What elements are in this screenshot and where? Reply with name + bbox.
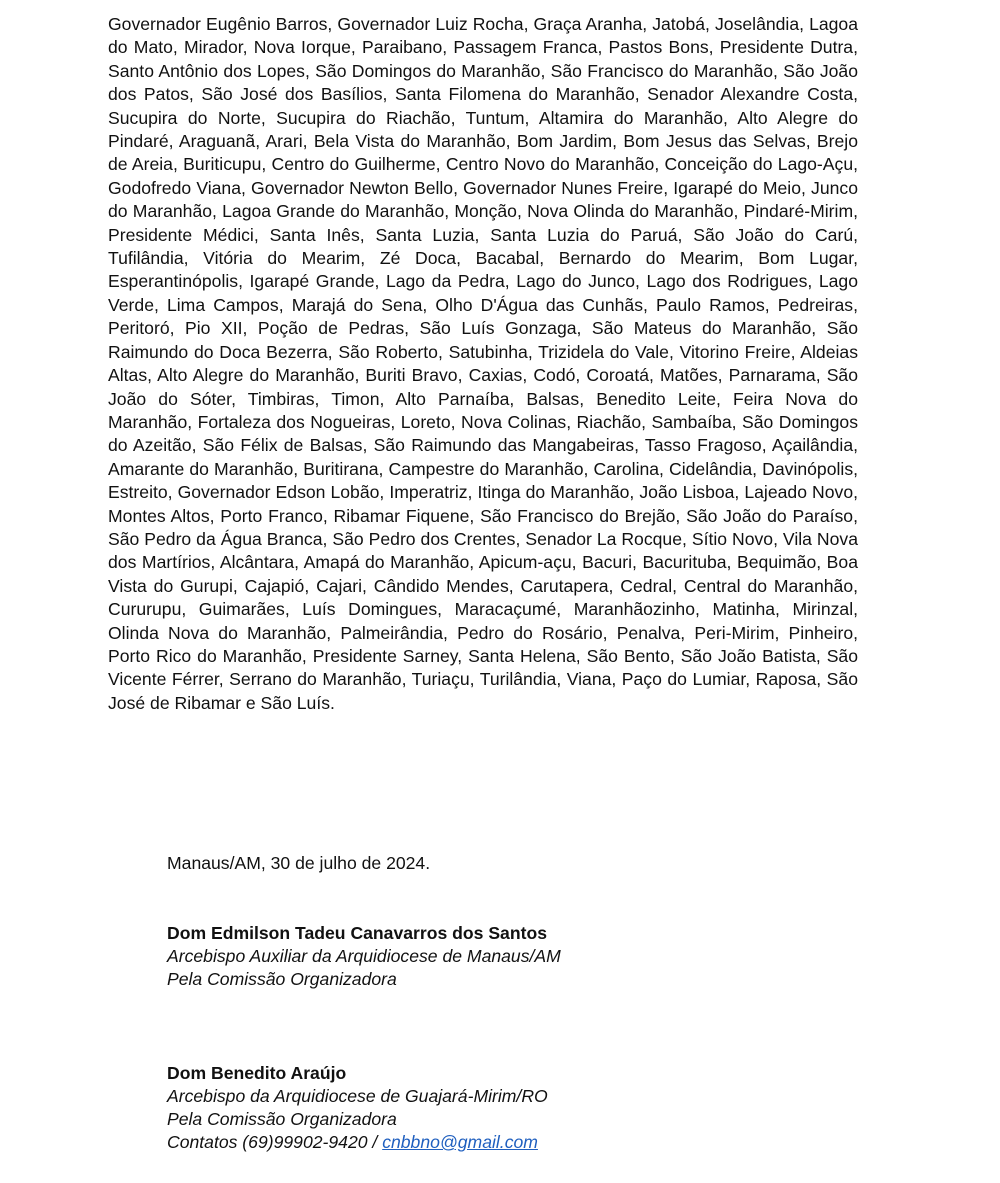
place-and-date: Manaus/AM, 30 de julho de 2024.: [167, 853, 431, 873]
signature-block-1: [167, 922, 561, 991]
signatory-role: Pela Comissão Organizadora: [167, 969, 397, 989]
contact-email-link[interactable]: cnbbno@gmail.com: [382, 1132, 538, 1152]
municipality-list-paragraph: Governador Eugênio Barros, Governador Luiz Rocha, Graça Aranha, Jatobá, Joselândia, Lagoa do Mato, Mirador, Nova Iorque, Paraibano, Passagem Franca, Pastos Bons, Presidente Dutra, Santo Antônio dos Lopes, São Domingos do Maranhão, São Francisco do Maranhão, São João dos Patos, São José dos Basílios, Santa Filomena do Maranhão, Senador Alexandre Costa, Sucupira do Norte, Sucupira do Riachão, Tuntum, Altamira do Maranhão, Alto Alegre do Pindaré, Araguanã, Arari, Bela Vista do Maranhão, Bom Jardim, Bom Jesus das Selvas, Brejo de Areia, Buriticupu, Centro do Guilherme, Centro Novo do Maranhão, Conceição do Lago-Açu, Godofredo Viana, Governador Newton Bello, Governador Nunes Freire, Igarapé do Meio, Junco do Maranhão, Lagoa Grande do Maranhão, Monção, Nova Olinda do Maranhão, Pindaré-Mirim, Presidente Médici, Santa Inês, Santa Luzia, Santa Luzia do Paruá, São João do Carú, Tufilândia, Vitória do Mearim, Zé Doca, Bacabal, Bernardo do Mearim, Bom Lugar, Esperantinópolis, Igarapé Grande, Lago da Pedra, Lago do Junco, Lago dos Rodrigues, Lago Verde, Lima Campos, Marajá do Sena, Olho D'Água das Cunhãs, Paulo Ramos, Pedreiras, Peritoró, Pio XII, Poção de Pedras, São Luís Gonzaga, São Mateus do Maranhão, São Raimundo do Doca Bezerra, São Roberto, Satubinha, Trizidela do Vale, Vitorino Freire, Aldeias Altas, Alto Alegre do Maranhão, Buriti Bravo, Caxias, Codó, Coroatá, Matões, Parnarama, São João do Sóter, Timbiras, Timon, Alto Parnaíba, Balsas, Benedito Leite, Feira Nova do Maranhão, Fortaleza dos Nogueiras, Loreto, Nova Colinas, Riachão, Sambaíba, São Domingos do Azeitão, São Félix de Balsas, São Raimundo das Mangabeiras, Tasso Fragoso, Açailândia, Amarante do Maranhão, Buritirana, Campestre do Maranhão, Carolina, Cidelândia, Davinópolis, Estreito, Governador Edson Lobão, Imperatriz, Itinga do Maranhão, João Lisboa, Lajeado Novo, Montes Altos, Porto Franco, Ribamar Fiquene, São Francisco do Brejão, São João do Paraíso, São Pedro da Água Branca, São Pedro dos Crentes, Senador La Rocque, Sítio Novo, Vila Nova dos Martírios, Alcântara, Amapá do Maranhão, Apicum-açu, Bacuri, Bacurituba, Bequimão, Boa Vista do Gurupi, Cajapió, Cajari, Cândido Mendes, Carutapera, Cedral, Central do Maranhão, Cururupu, Guimarães, Luís Domingues, Maracaçumé, Maranhãozinho, Matinha, Mirinzal, Olinda Nova do Maranhão, Palmeirândia, Pedro do Rosário, Penalva, Peri-Mirim, Pinheiro, Porto Rico do Maranhão, Presidente Sarney, Santa Helena, São Bento, São João Batista, São Vicente Férrer, Serrano do Maranhão, Turiaçu, Turilândia, Viana, Paço do Lumiar, Raposa, São José de Ribamar e São Luís.: [108, 14, 858, 713]
signatory-title: Arcebispo Auxiliar da Arquidiocese de Manaus/AM: [167, 946, 561, 966]
signatory-role: Pela Comissão Organizadora: [167, 1109, 397, 1129]
contact-line: [167, 1131, 548, 1154]
signatory-name: Dom Edmilson Tadeu Canavarros dos Santos: [167, 923, 547, 943]
signatory-title: Arcebispo da Arquidiocese de Guajará-Mirim/RO: [167, 1086, 548, 1106]
contact-phone: Contatos (69)99902-9420 /: [167, 1132, 383, 1152]
signatory-name: Dom Benedito Araújo: [167, 1063, 347, 1083]
signature-block-2: [167, 1062, 548, 1154]
